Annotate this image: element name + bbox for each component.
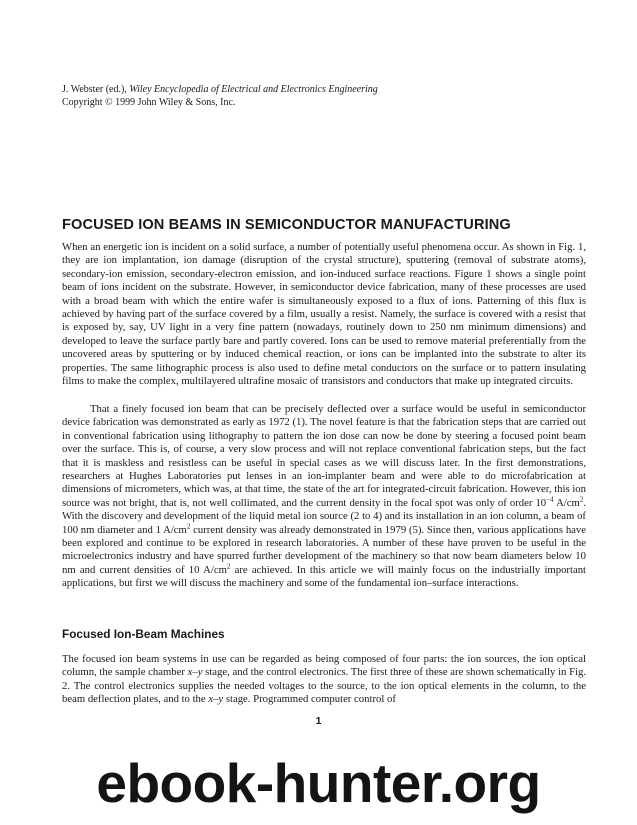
exponent-neg4: −4 xyxy=(546,495,554,504)
watermark: ebook-hunter.org xyxy=(96,752,541,814)
paragraph-3-text-b: stage, and the control electronics. The first three of these are shown schematically in Fig. 2. The control electronics supplies the needed voltages to the source, to the ion optical elements in the column, to the beam deflection plates, and to the xyxy=(62,666,587,706)
paragraph-3-text-c: stage. Programmed computer control of xyxy=(225,693,396,706)
copyright-line: Copyright © 1999 John Wiley & Sons, Inc. xyxy=(62,97,236,108)
encyclopedia-title: Wiley Encyclopedia of Electrical and Electronics Engineering xyxy=(129,84,378,95)
paragraph-2-text-a: That a finely focused ion beam that can be precisely deflected over a surface would be useful in semiconductor device fabrication was demonstrated as early as 1972 (1). The novel feature is that the fabrication steps that are carried out in conventional fabrication using lithography to pattern the ion dose can now be done by steering a focused point beam over the surface. This is, of course, a very slow process and will not replace conventional fabrication steps, but the fact that it is maskless and resistless can be useful in special cases as we will discuss later. In the first demonstrations, researchers at Hughes Laboratories put lenses in an ion-implanter beam and were able to do microfabrication at dimensions of micrometers, which was, at that time, the state of the art for integrated-circuit fabrication. However, this ion source was not bright, that is, not well collimated, and the current density in the focal spot was only of order 10 xyxy=(62,403,586,509)
paragraph-2-text-c: current density was already demonstrated in 1979 (5). Since then, various applications have been explored and continue to be explored in research laboratories. A number of these have proven to be useful in the microelectronics industry and have spurred further development of the machinery so that now beam diameters below 10 nm and current densities of 10 xyxy=(62,523,586,576)
citation-header xyxy=(62,83,582,109)
paragraph-1: When an energetic ion is incident on a solid surface, a number of potentially useful phenomena occur. As shown in Fig. 1, they are ion implantation, ion damage (disruption of the crystal structure), sputtering (removal of substrate atoms), secondary-ion emission, secondary-electron emission, and ion-induced surface reactions. Figure 1 shows a single point beam of ions incident on the substrate. However, in semiconductor device fabrication, many of these processes are used with a broad beam with which the entire wafer is simultaneously exposed to a flux of ions. Patterning of this flux is achieved by having part of the surface covered by a film, usually a resist. Namely, the surface is covered with a resist that is exposed by, say, UV light in a very fine pattern (nowadays, routinely down to 250 nm minimum dimensions) and developed to leave the surface partly bare and partly covered. Ions can be used to remove material preferentially from the uncovered areas by sputtering or by induced chemical reaction, or ions can be implanted into the substrate to alter its properties. The same lithographic process is also used to define metal conductors on the surface or to pattern insulating films to make the complex, multilayered ultrafine mosaic of transistors and conductors that make up integrated circuits. xyxy=(62,241,586,388)
editor-credit: J. Webster (ed.), xyxy=(62,84,127,95)
xy-italic: x–y xyxy=(187,666,203,679)
exponent-2: 2 xyxy=(579,495,584,504)
exponent-2: 2 xyxy=(186,522,191,531)
paragraph-2-text-d: are achieved. In this article we will mainly focus on the industrially important applications, but first we will discuss the machinery and some of the fundamental ion–surface interactions. xyxy=(62,563,587,590)
page-number: 1 xyxy=(315,715,322,727)
paragraph-2 xyxy=(62,403,586,591)
paragraph-3 xyxy=(62,653,586,707)
unit-a-cm: A/cm xyxy=(163,523,187,536)
article-title: FOCUSED ION BEAMS IN SEMICONDUCTOR MANUFACTURING xyxy=(62,217,511,233)
xy-italic: x–y xyxy=(208,693,224,706)
paragraph-2-text-b: . With the discovery and development of the liquid metal ion source (2 to 4) and its installation in an ion column, a beam of 100 nm diameter and 1 xyxy=(62,496,586,536)
citation-line xyxy=(62,83,582,96)
exponent-2: 2 xyxy=(226,562,231,571)
paragraph-3-text-a: The focused ion beam systems in use can be regarded as being composed of four parts: the ion sources, the ion optical column, the sample chamber xyxy=(62,653,586,679)
unit-a-cm: A/cm xyxy=(203,563,227,576)
unit-a-cm: A/cm xyxy=(556,496,580,509)
section-heading: Focused Ion-Beam Machines xyxy=(62,627,225,641)
